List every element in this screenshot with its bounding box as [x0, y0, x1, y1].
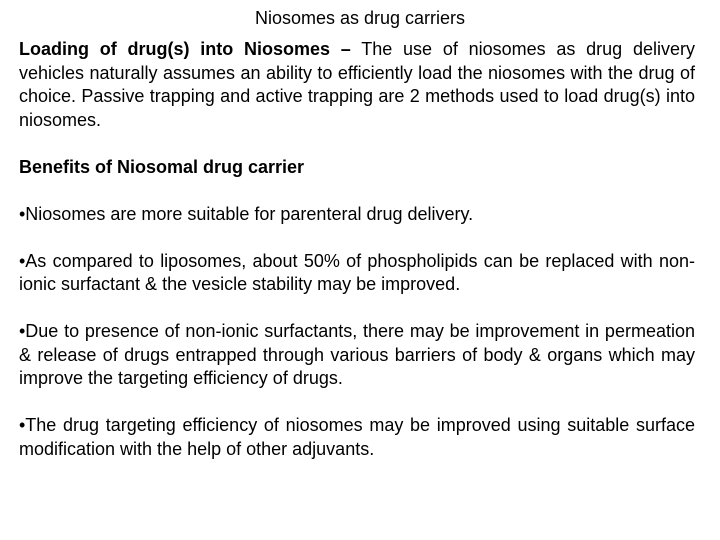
spacer — [19, 297, 695, 321]
benefit-item-2: •As compared to liposomes, about 50% of phospholipids can be replaced with non-ionic surfactant & the vesicle stability may be improved. — [19, 250, 695, 294]
benefit-item-1: •Niosomes are more suitable for parenteral drug delivery. — [19, 203, 474, 224]
spacer — [19, 391, 695, 415]
spacer — [19, 132, 695, 156]
slide-title: Niosomes as drug carriers — [254, 8, 466, 28]
benefit-item-3: •Due to presence of non-ionic surfactants, there may be improvement in permeation & release of drugs entrapped through various barriers of body & organs which may improve the targeting efficiency of drugs. — [19, 321, 695, 388]
benefits-heading: Benefits of Niosomal drug carrier — [19, 156, 305, 177]
loading-paragraph — [19, 38, 695, 132]
loading-text: The use of niosomes as drug delivery vehicles naturally assumes an ability to efficiently load the niosomes with the drug of choice. Passive trapping and active trapping are 2 methods used to load drug(s) into niosomes. — [19, 39, 695, 130]
loading-heading: Loading of drug(s) into Niosomes – — [19, 39, 351, 59]
benefit-item-4: •The drug targeting efficiency of niosomes may be improved using suitable surface modification with the help of other adjuvants. — [19, 415, 695, 459]
spacer — [19, 179, 695, 203]
slide-body — [19, 38, 695, 461]
spacer — [19, 226, 695, 250]
